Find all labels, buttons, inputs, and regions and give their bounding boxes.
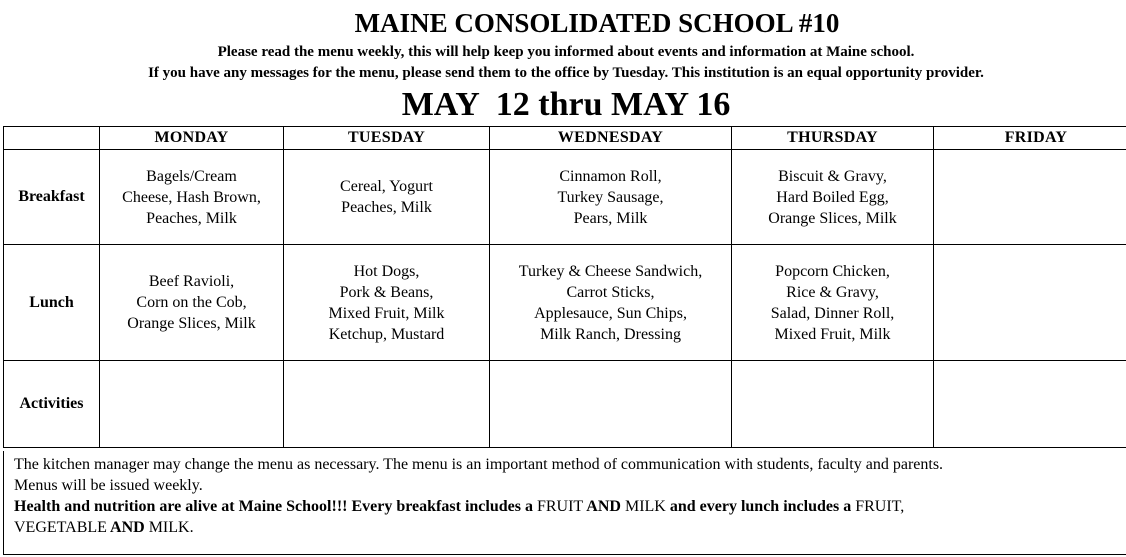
menu-line: Salad, Dinner Roll, [770, 304, 895, 322]
intro-line-1: Please read the menu weekly, this will help keep you informed about events and information at Maine school. [217, 44, 915, 60]
menu-cell [100, 361, 284, 448]
health-text-h: AND [106, 519, 149, 536]
row-label: Breakfast [4, 150, 100, 245]
menu-cell [732, 150, 934, 245]
footer-notes [3, 451, 1126, 555]
health-text-b: FRUIT [536, 498, 584, 515]
menu-line: Peaches, Milk [341, 199, 432, 216]
menu-line: Bagels/Cream [146, 167, 237, 185]
menu-line: Mixed Fruit, Milk [774, 325, 891, 343]
health-text-d: MILK [624, 498, 666, 515]
menu-cell [100, 245, 284, 361]
day-header: TUESDAY [284, 127, 490, 150]
menu-table [3, 126, 1126, 448]
menu-line: Peaches, Milk [146, 209, 237, 227]
menu-line: Orange Slices, Milk [768, 209, 897, 227]
menu-cell [490, 245, 732, 361]
corner-cell [4, 127, 100, 150]
menu-cell [732, 245, 934, 361]
menu-line: Hot Dogs, [353, 262, 420, 280]
health-text-a: Health and nutrition are alive at Maine School!!! Every breakfast includes a [14, 498, 537, 515]
health-text-c: AND [583, 498, 625, 515]
meal-row [4, 245, 1126, 361]
menu-line: Orange Slices, Milk [127, 315, 256, 332]
day-header-row [4, 127, 1126, 150]
footer-note-2: Menus will be issued weekly. [14, 477, 203, 494]
health-text-f: FRUIT, [855, 498, 905, 515]
page-title: MAINE CONSOLIDATED SCHOOL #10 [354, 8, 840, 38]
menu-line: Turkey Sausage, [557, 188, 664, 206]
menu-cell [284, 361, 490, 448]
menu-line: Carrot Sticks, [566, 283, 655, 301]
menu-cell [934, 245, 1126, 361]
health-text-e: and every lunch includes a [665, 498, 856, 515]
menu-line: Popcorn Chicken, [775, 262, 890, 280]
day-header: FRIDAY [934, 127, 1126, 150]
menu-cell [100, 150, 284, 245]
menu-line: Hard Boiled Egg, [776, 188, 889, 206]
row-label: Activities [4, 361, 100, 448]
week-start: MAY [401, 86, 480, 123]
day-header: MONDAY [100, 127, 284, 150]
meal-row [4, 361, 1126, 448]
menu-line: Cinnamon Roll, [559, 167, 662, 185]
menu-line: Mixed Fruit, Milk [328, 304, 445, 322]
menu-cell [934, 150, 1126, 245]
menu-cell [284, 150, 490, 245]
week-rest: 12 thru MAY 16 [495, 86, 731, 123]
health-note-cont [14, 517, 1125, 538]
footer-note-1: The kitchen manager may change the menu as necessary. The menu is an important method of communication with students, faculty and parents. [14, 456, 944, 473]
menu-line: Biscuit & Gravy, [778, 167, 887, 185]
menu-line: Milk Ranch, Dressing [540, 325, 681, 343]
week-range [0, 86, 1126, 124]
menu-line: Corn on the Cob, [136, 294, 247, 311]
menu-line: Cereal, Yogurt [340, 178, 433, 195]
health-note [14, 496, 1125, 517]
menu-line: Rice & Gravy, [786, 283, 879, 301]
menu-line: Turkey & Cheese Sandwich, [518, 262, 703, 280]
day-header: THURSDAY [732, 127, 934, 150]
menu-line: Ketchup, Mustard [328, 325, 445, 343]
menu-line: Beef Ravioli, [148, 273, 235, 290]
menu-line: Applesauce, Sun Chips, [534, 304, 687, 322]
menu-cell [490, 150, 732, 245]
menu-line: Pears, Milk [573, 209, 648, 227]
menu-cell [732, 361, 934, 448]
row-label: Lunch [4, 245, 100, 361]
day-header: WEDNESDAY [490, 127, 732, 150]
meal-row [4, 150, 1126, 245]
intro-line-2: If you have any messages for the menu, please send them to the office by Tuesday. This institution is an equal opportunity provider. [148, 65, 984, 81]
menu-cell [490, 361, 732, 448]
menu-cell [284, 245, 490, 361]
menu-line: Pork & Beans, [339, 283, 434, 301]
menu-cell [934, 361, 1126, 448]
health-text-i: MILK. [148, 519, 194, 536]
menu-line: Cheese, Hash Brown, [122, 188, 261, 206]
health-text-g: VEGETABLE [14, 519, 107, 536]
